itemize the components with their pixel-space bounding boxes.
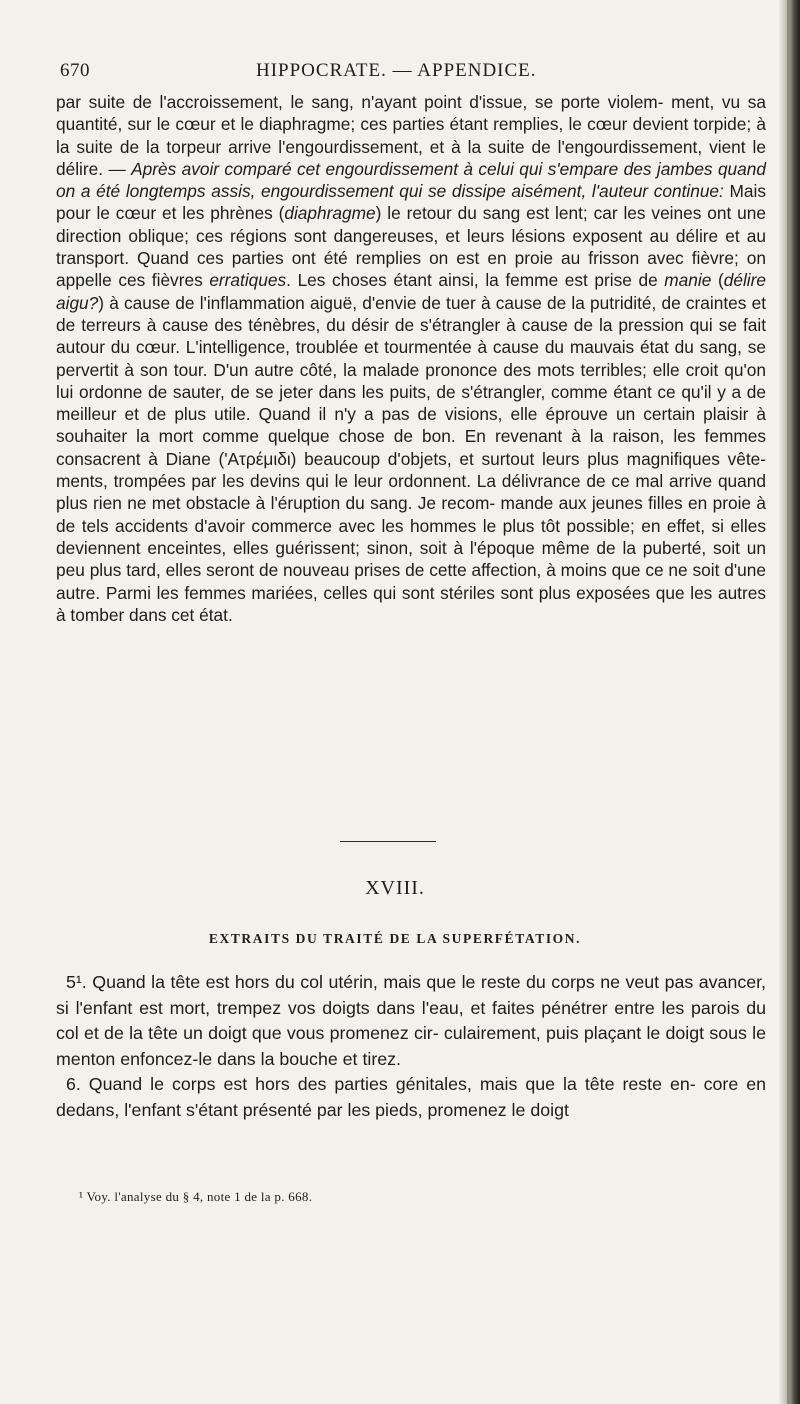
main-paragraph (56, 91, 766, 626)
text-run: Mais pour le cœur et les phrènes ( (56, 181, 767, 224)
section-number: XVIII. (365, 877, 425, 899)
section-title: EXTRAITS DU TRAITÉ DE LA SUPERFÉTATION. (208, 931, 582, 946)
page-edge-line (787, 0, 790, 1404)
text-run: . Les choses étant ainsi, la femme est prise de (286, 270, 665, 291)
footnote: ¹ Voy. l'analyse du § 4, note 1 de la p. 668. (79, 1189, 313, 1204)
text-run: ( (711, 270, 724, 291)
italic-run: manie (664, 270, 712, 291)
paragraph-6: 6. Quand le corps est hors des parties génitales, mais que la tête reste en- core en dedans, l'enfant s'étant présenté par les pieds, promenez le doigt (56, 1074, 766, 1120)
paragraph-5: 5¹. Quand la tête est hors du col utérin, mais que le reste du corps ne veut pas avancer, si l'enfant est mort, trempez vos doigts dans l'eau, et faites pénétrer entre les parois du col et de la tête un doigt que vous promenez cir- culairement, puis plaçant le doigt sous le menton enfoncez-le dans la bouche et tirez. (56, 972, 766, 1069)
section-divider (340, 841, 436, 842)
section-body (56, 970, 766, 1123)
page-number: 670 (60, 60, 90, 81)
running-header (60, 60, 760, 90)
text-run: par suite de l'accroissement, le sang, n'ayant point d'issue, se porte violem- ment, vu sa quantité, sur le cœur et le diaphragme; ces parties étant remplies, le cœur devient torpide; à la suite de la torpeur arrive l'engourdissement, et à la suite de l'engourdissement, vient le délire. — (56, 92, 766, 179)
italic-run: diaphragme (284, 203, 376, 224)
italic-run: délire aigu? (56, 270, 766, 313)
text-run: ) le retour du sang est lent; car les veines ont une direction oblique; ces régions sont dangereuses, et leurs lésions exposent au délire et au transport. Quand ces parties ont été remplies on est en proie au frisson avec fièvre; on appelle ces fièvres (56, 203, 767, 291)
italic-run: Après avoir comparé cet engourdissement à celui qui s'empare des jambes quand on a été longtemps assis, engourdissement qui se dissipe aisément, l'auteur continue: (56, 158, 766, 202)
italic-run: erratiques (209, 270, 287, 291)
text-run: ) à cause de l'inflammation aiguë, d'envie de tuer à cause de la putridité, de craintes et de terreurs à cause des ténèbres, du désir de s'étrangler à cause de la pression qui se fait autour du cœur. L'intelligence, troublée et tourmentée à cause du mauvais état du sang, se pervertit à son tour. D'un autre côté, la malade prononce des mots terribles; elle croit qu'on lui ordonne de sauter, de se jeter dans les puits, de s'étrangler, comme étant ce qu'il y a de meilleur et de plus utile. Quand il n'y a pas de visions, elle éprouve un certain plaisir à souhaiter la mort comme quelque chose de bon. En revenant à la raison, les femmes consacrent à Diane ('Ατρέμιδι) beaucoup d'objets, et surtout leurs plus magnifiques vête- ments, trompées par les devins qui le leur ordonnent. La délivrance de ce mal arrive quand plus rien ne met obstacle à l'éruption du sang. Je recom- mande aux jeunes filles en proie à de tels accidents d'avoir commerce avec les hommes le plus tôt possible; en effet, si elles deviennent enceintes, elles guérissent; sinon, soit à l'époque même de la puberté, soit un peu plus tard, elles seront de nouveau prises de cette affection, à moins que ce ne soit d'une autre. Parmi les femmes mariées, celles qui sont stériles sont plus exposées que les autres à tomber dans cet état. (56, 292, 766, 625)
running-title: HIPPOCRATE. — APPENDICE. (256, 60, 537, 81)
